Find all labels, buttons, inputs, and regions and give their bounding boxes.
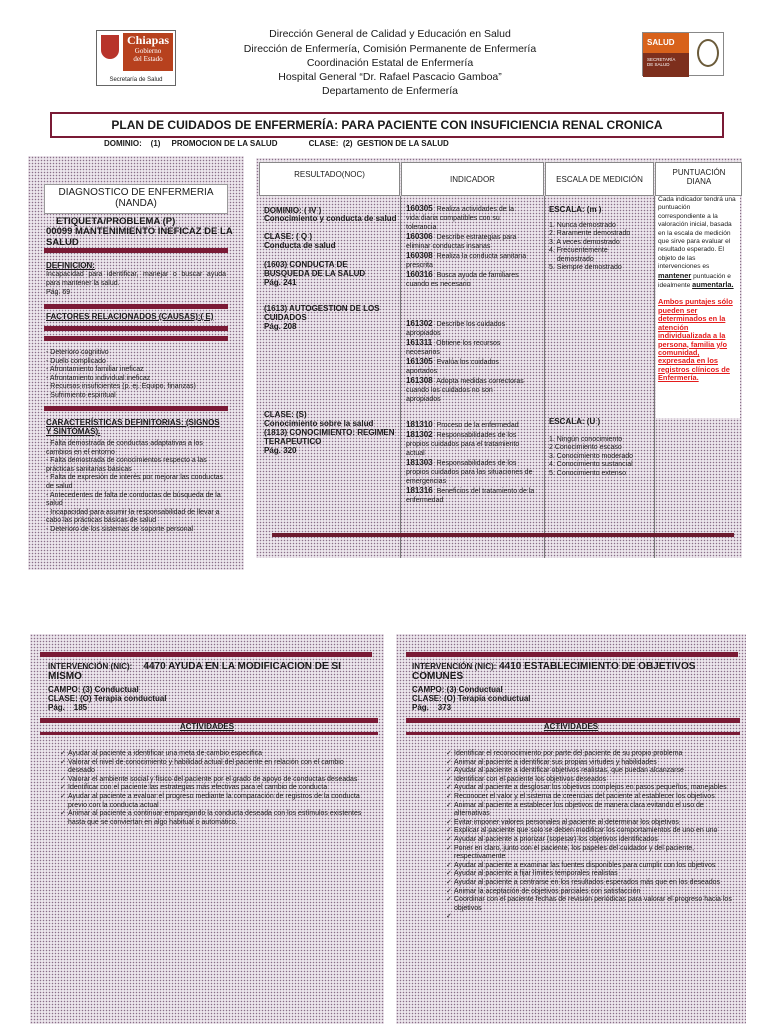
list-item: - Deterioro de los sistemas de soporte personal bbox=[46, 525, 194, 533]
indicator-item bbox=[406, 420, 536, 430]
factores-heading: FACTORES RELACIONADOS (CAUSAS):( E) bbox=[46, 312, 214, 321]
indicator-code: 161302 bbox=[406, 319, 433, 328]
check-icon: ✓ bbox=[446, 870, 452, 878]
divider bbox=[44, 304, 228, 309]
header-line-5: Departamento de Enfermería bbox=[322, 85, 458, 97]
dominio-clase-line: DOMINIO: (1) PROMOCION DE LA SALUD CLASE: (2) GESTION DE LA SALUD bbox=[104, 139, 449, 148]
check-icon: ✓ bbox=[60, 758, 66, 766]
list-item bbox=[416, 776, 736, 785]
divider bbox=[44, 406, 228, 411]
activity-text: Animar al paciente a establecer los objetivos de manera clara evitando el uso de alternativas bbox=[454, 801, 704, 818]
indicator-text: Busca ayuda de familiares cuando es necesario bbox=[406, 272, 519, 288]
nic-2-activities bbox=[416, 750, 736, 921]
indicator-code: 160306 bbox=[406, 232, 433, 241]
list-item: 5. Siempre demostrado bbox=[549, 264, 622, 272]
puntuacion-note: Ambos puntajes sólo pueden ser determinados en la atención individualizada a la persona, familia y/o comunidad, expresada en los registros clínicos de Enfermería. bbox=[658, 297, 733, 383]
nic-1-page: Pág. 185 bbox=[48, 703, 88, 712]
logo-brand-line-2: del Estado bbox=[133, 55, 163, 63]
indicator-code: 181302 bbox=[406, 430, 433, 439]
header-line-4: Hospital General “Dr. Rafael Pascacio Gamboa” bbox=[278, 71, 502, 83]
list-item: - Incapacidad para asumir la responsabilidad de llevar a cabo las prácticas básicas de salud bbox=[46, 508, 220, 525]
noc-resultado-1: (1603) CONDUCTA DE BUSQUEDA DE LA SALUD bbox=[264, 260, 366, 278]
logo-subtitle: Secretaría de Salud bbox=[109, 77, 163, 83]
header-cell bbox=[259, 162, 400, 196]
indicator-item bbox=[406, 232, 528, 251]
noc2-clase-sub: Conocimiento sobre la salud bbox=[264, 419, 374, 428]
col-header-escala: ESCALA DE MEDICIÓN bbox=[556, 175, 643, 184]
list-item: 2 Conocimiento escaso bbox=[549, 444, 622, 452]
col-header-resultado: RESULTADO(NOC) bbox=[294, 170, 365, 179]
list-item: - Falta demostrada de conocimientos respecto a las prácticas sanitarias básicas bbox=[46, 457, 207, 473]
nanda-code: 00099 MANTENIMIENTO INEFICAZ DE LA SALUD bbox=[46, 226, 233, 248]
list-item: - Falta demostrada de conductas adaptativas a los cambios en el entorno bbox=[46, 440, 203, 456]
definition-text: Incapacidad para identificar, manejar o buscar ayuda para mantener la salud. bbox=[46, 271, 226, 287]
activity-text: Animar la aceptación de objetivos parciales con satisfacción bbox=[454, 887, 641, 895]
indicator-code: 161311 bbox=[406, 338, 433, 347]
check-icon: ✓ bbox=[446, 775, 452, 783]
list-item bbox=[416, 862, 736, 871]
noc2-clase: CLASE: (S) bbox=[264, 410, 307, 419]
list-item: - Sufrimiento espiritual bbox=[46, 391, 116, 399]
nic-1-clase: CLASE: (O) Terapia conductual bbox=[48, 694, 167, 703]
list-item: 1. Nunca demostrado bbox=[549, 222, 616, 229]
noc-clase-sub: Conducta de salud bbox=[264, 241, 336, 250]
logo-brand-line-1: Gobierno bbox=[134, 47, 162, 55]
check-icon: ✓ bbox=[60, 750, 66, 757]
indicator-text: Describe los cuidados apropiados bbox=[406, 321, 506, 337]
activity-text: Explicar al paciente que solo se deben modificar los comportamientos de uno en uno bbox=[454, 827, 718, 835]
check-icon: ✓ bbox=[60, 792, 66, 800]
indicator-item bbox=[406, 204, 528, 232]
activity-text: Animar al paciente a continuar emparejando la conducta deseada con los estímulos existentes hasta que se conviertan en algo habitual o automático. bbox=[68, 810, 362, 826]
list-item: 5. Conocimiento extenso bbox=[549, 469, 627, 477]
indicator-text: Obtiene los recursos necesarios bbox=[406, 340, 501, 356]
indicator-group-1 bbox=[406, 204, 528, 289]
indicator-group-3 bbox=[406, 420, 536, 505]
list-item bbox=[416, 759, 736, 768]
divider bbox=[40, 732, 378, 735]
salud-logo-sub-1: SECRETARÍA bbox=[647, 57, 676, 62]
check-icon: ✓ bbox=[446, 913, 452, 921]
page-title: PLAN DE CUIDADOS DE ENFERMERÍA: PARA PACIENTE CON INSUFICIENCIA RENAL CRONICA bbox=[50, 112, 724, 138]
nic-2-clase: CLASE: (O) Terapia conductual bbox=[412, 694, 531, 703]
indicator-text: Describe estrategias para eliminar conductas insanas bbox=[406, 234, 517, 250]
list-item bbox=[30, 793, 370, 810]
check-icon: ✓ bbox=[446, 792, 452, 800]
salud-logo-text: SALUD bbox=[643, 33, 689, 53]
list-item bbox=[416, 767, 736, 776]
list-item bbox=[416, 802, 736, 819]
noc-resultado-1-page: Pág. 241 bbox=[264, 278, 297, 287]
col-header-puntuacion: PUNTUACIÓN DIANA bbox=[672, 168, 726, 186]
list-item bbox=[416, 896, 736, 913]
noc-resultado-2: (1613) AUTOGESTION DE LOS CUIDADOS bbox=[264, 304, 380, 322]
puntuacion-aumentarla: aumentarla. bbox=[692, 280, 734, 290]
etiqueta-label: ETIQUETA/PROBLEMA (P) bbox=[56, 216, 176, 227]
list-item bbox=[416, 750, 736, 759]
list-item: - Duelo complicado bbox=[46, 357, 106, 365]
indicator-text: Realiza actividades de la vida diaria compatibles con su tolerancia bbox=[406, 206, 515, 231]
puntuacion-body: Cada indicador tendrá una puntuación correspondiente a la valoración inicial, basada en la escala de medición que sirve para evaluar el resultado esperado. El objeto de las intervenciones es bbox=[658, 196, 736, 271]
activity-text: Coordinar con el paciente fechas de revisión periódicas para valorar el progreso hacia los objetivos bbox=[454, 896, 732, 912]
list-item bbox=[30, 776, 370, 785]
indicator-item bbox=[406, 338, 528, 357]
nic-2-campo: CAMPO: (3) Conductual bbox=[412, 685, 503, 694]
noc2-resultado: (1813) CONOCIMIENTO: REGIMEN TERAPEUTICO bbox=[264, 428, 395, 446]
list-item bbox=[30, 750, 370, 759]
salud-logo-sub-2: DE SALUD bbox=[647, 62, 670, 67]
nic-1-activities bbox=[30, 750, 370, 827]
check-icon: ✓ bbox=[446, 827, 452, 835]
noc-clase: CLASE: ( Q ) bbox=[264, 232, 312, 241]
divider bbox=[44, 326, 228, 331]
list-item bbox=[416, 870, 736, 879]
logo-brand-name: Chiapas bbox=[126, 33, 170, 47]
indicator-text: Beneficios del tratamiento de la enfermedad bbox=[406, 488, 535, 504]
eagle-emblem-icon bbox=[697, 39, 719, 67]
coat-of-arms-icon bbox=[101, 35, 119, 59]
list-item bbox=[416, 836, 736, 845]
activity-text: Identificar con el paciente los objetivos deseados bbox=[454, 775, 607, 783]
check-icon: ✓ bbox=[60, 784, 66, 792]
activity-text: Ayudar al paciente a centrarse en los resultados esperados más que en los deseados bbox=[454, 878, 721, 886]
activity-text: Identificar con el paciente las estrategias más efectivas para el cambio de conducta bbox=[68, 784, 328, 792]
list-item: demostrado bbox=[549, 255, 594, 263]
activity-text: Reconocer el valor y el sistema de creencias del paciente al establecer los objetivos bbox=[454, 792, 715, 800]
indicator-code: 161308 bbox=[406, 376, 433, 385]
check-icon: ✓ bbox=[446, 896, 452, 904]
diagnosis-title: DIAGNOSTICO DE ENFERMERIA (NANDA) bbox=[44, 184, 228, 214]
list-item bbox=[416, 827, 736, 836]
definition-heading: DEFINICION: bbox=[46, 261, 95, 270]
list-item: 3. A veces demostrado bbox=[549, 238, 620, 246]
divider bbox=[406, 732, 740, 735]
list-item bbox=[416, 888, 736, 897]
nic-title: 4470 AYUDA EN LA MODIFICACION DE SI MISMO bbox=[48, 661, 341, 682]
list-item bbox=[30, 810, 370, 827]
puntuacion-cell bbox=[656, 196, 740, 418]
list-item: - Deterioro cognitivo bbox=[46, 349, 109, 356]
activity-text: Evitar imponer valores personales al paciente al determinar los objetivos bbox=[454, 818, 679, 826]
nic-panel-1 bbox=[30, 634, 384, 1024]
puntuacion-mid: puntuación e idealmente bbox=[658, 272, 731, 290]
list-item: 2. Raramente demostrado bbox=[549, 230, 631, 238]
nic-label: INTERVENCIÓN (NIC): bbox=[412, 662, 497, 671]
indicator-item bbox=[406, 319, 528, 338]
list-item: 4. Conocimiento sustancial bbox=[549, 461, 633, 469]
check-icon: ✓ bbox=[446, 818, 452, 826]
escala-2-list bbox=[549, 436, 653, 478]
caracteristicas-heading: CARACTERÍSTICAS DEFINITORIAS: (SIGNOS Y SINTOMAS). bbox=[46, 418, 220, 436]
list-item: - Antecedentes de falta de conductas de búsqueda de la salud bbox=[46, 491, 221, 508]
caracteristicas-list bbox=[46, 440, 228, 535]
nic-title: 4410 ESTABLECIMIENTO DE OBJETIVOS COMUNES bbox=[412, 661, 696, 682]
activity-text: Ayudar al paciente a priorizar (sopesar) los objetivos identificados bbox=[454, 835, 658, 843]
activity-text: Ayudar al paciente a evaluar el progreso mediante la comparación de registros de la conducta previo con la conducta actual bbox=[68, 792, 360, 809]
check-icon: ✓ bbox=[60, 775, 66, 783]
noc-dominio-sub: Conocimiento y conducta de salud bbox=[264, 214, 397, 223]
indicator-code: 160316 bbox=[406, 270, 433, 279]
column-divider bbox=[654, 196, 655, 558]
indicator-code: 181303 bbox=[406, 458, 433, 467]
list-item bbox=[30, 784, 370, 793]
column-divider bbox=[400, 196, 401, 558]
indicator-code: 161305 bbox=[406, 357, 433, 366]
indicator-item bbox=[406, 486, 536, 505]
check-icon: ✓ bbox=[446, 784, 452, 792]
salud-logo-sub bbox=[643, 53, 689, 77]
divider bbox=[44, 336, 228, 341]
escala-2-heading: ESCALA: (U ) bbox=[549, 417, 601, 426]
indicator-text: Realiza la conducta sanitaria prescrita bbox=[406, 253, 527, 269]
indicator-text: Responsabilidades de los propios cuidados para el tratamiento actual bbox=[406, 432, 520, 457]
indicator-item bbox=[406, 430, 536, 458]
divider bbox=[406, 652, 738, 657]
check-icon: ✓ bbox=[446, 758, 452, 766]
list-item bbox=[416, 793, 736, 802]
list-item: 1. Ningún conocimiento bbox=[549, 436, 623, 443]
list-item: - Recursos insuficientes (p. ej. Equipo, finanzas) bbox=[46, 383, 196, 391]
divider bbox=[272, 533, 734, 537]
activity-text: Ayudar al paciente a identificar una meta de cambio especifica bbox=[68, 750, 263, 757]
list-item: 3. Conocimiento moderado bbox=[549, 452, 634, 460]
noc2-page: Pág. 320 bbox=[264, 446, 297, 455]
list-item bbox=[416, 845, 736, 862]
col-header-indicador: INDICADOR bbox=[450, 175, 495, 184]
activity-text: Ayudar al paciente a desglosar los objetivos complejos en pasos pequeños, manejables bbox=[454, 784, 727, 792]
column-divider bbox=[544, 196, 545, 558]
factores-list bbox=[46, 349, 236, 401]
list-item bbox=[416, 879, 736, 888]
check-icon: ✓ bbox=[446, 767, 452, 775]
divider bbox=[44, 248, 228, 253]
escala-1-heading: ESCALA: (m ) bbox=[549, 205, 602, 214]
nic-1-activities-heading: ACTIVIDADES bbox=[179, 722, 235, 731]
header-line-3: Coordinación Estatal de Enfermería bbox=[306, 57, 474, 69]
list-item: - Afrontamiento individual ineficaz bbox=[46, 374, 151, 382]
check-icon: ✓ bbox=[446, 878, 452, 886]
indicator-code: 181310 bbox=[406, 420, 433, 429]
list-item: - Falta de expresión de interés por mejorar las conductas de salud bbox=[46, 474, 224, 490]
puntuacion-text bbox=[656, 196, 740, 383]
activity-text: Poner en claro, junto con el paciente, los papeles del cuidador y del paciente, respectivamente bbox=[454, 844, 695, 861]
activity-text: Ayudar al paciente a fijar límites temporales realistas bbox=[454, 870, 618, 878]
nic-2-title bbox=[412, 662, 732, 682]
nic-panel-2 bbox=[396, 634, 746, 1024]
chiapas-logo bbox=[96, 30, 176, 86]
divider bbox=[40, 652, 372, 657]
activity-text: Identificar el reconocimiento por parte del paciente de su propio problema bbox=[454, 750, 683, 757]
check-icon: ✓ bbox=[446, 835, 452, 843]
noc-table bbox=[256, 158, 742, 558]
noc-dominio: DOMINIO: ( IV ) bbox=[264, 206, 322, 215]
indicator-text: Adopta medidas correctoras cuando los cuidados no son apropiados bbox=[406, 378, 524, 403]
activity-text: Animar al paciente a identificar sus propias virtudes y habilidades bbox=[454, 758, 657, 766]
check-icon: ✓ bbox=[446, 750, 452, 757]
check-icon: ✓ bbox=[446, 861, 452, 869]
indicator-item bbox=[406, 458, 536, 486]
indicator-item bbox=[406, 270, 528, 289]
check-icon: ✓ bbox=[446, 844, 452, 852]
check-icon: ✓ bbox=[446, 887, 452, 895]
activity-text: Ayudar al paciente a identificar objetivos realistas, que puedan alcanzarse bbox=[454, 767, 684, 775]
chiapas-brand bbox=[123, 33, 173, 71]
indicator-code: 181316 bbox=[406, 486, 433, 495]
nic-label: INTERVENCIÓN (NIC): bbox=[48, 662, 133, 671]
definition-page: Pág. 69 bbox=[46, 289, 71, 296]
indicator-group-2 bbox=[406, 319, 528, 404]
indicator-code: 160305 bbox=[406, 204, 433, 213]
nic-2-page: Pág. 373 bbox=[412, 703, 452, 712]
activity-text: Valorar el ambiente social y físico del paciente por el grado de apoyo de conductas deseadas bbox=[68, 775, 358, 783]
indicator-item bbox=[406, 251, 528, 270]
activity-text: Valorar el nivel de conocimiento y habilidad actual del paciente en relación con el cambio deseado bbox=[68, 758, 344, 775]
noc-resultado-2-page: Pág. 208 bbox=[264, 322, 297, 331]
nic-1-title bbox=[48, 662, 368, 682]
indicator-text: Responsabilidades de los propios cuidados para las situaciones de emergencias bbox=[406, 460, 533, 485]
check-icon: ✓ bbox=[446, 801, 452, 809]
list-item bbox=[416, 784, 736, 793]
nic-2-activities-heading: ACTIVIDADES bbox=[543, 722, 599, 731]
header-line-2: Dirección de Enfermería, Comisión Permanente de Enfermería bbox=[243, 43, 537, 55]
salud-logo bbox=[642, 32, 724, 76]
header-line-1: Dirección General de Calidad y Educación en Salud bbox=[269, 28, 511, 40]
check-icon: ✓ bbox=[60, 810, 66, 818]
indicator-item bbox=[406, 376, 528, 404]
list-item: - Afrontamiento familiar ineficaz bbox=[46, 366, 144, 374]
activity-text: Ayudar al paciente a examinar las fuentes disponibles para cumplir con los objetivos bbox=[454, 861, 716, 869]
indicator-text: Proceso de la enfermedad bbox=[436, 422, 519, 429]
puntuacion-mantener: mantener bbox=[658, 270, 692, 280]
indicator-code: 160308 bbox=[406, 251, 433, 260]
list-item: 4. Frecuentemente bbox=[549, 247, 608, 255]
nic-1-campo: CAMPO: (3) Conductual bbox=[48, 685, 139, 694]
list-item bbox=[416, 819, 736, 828]
escala-1-list bbox=[549, 222, 651, 272]
indicator-item bbox=[406, 357, 528, 376]
list-item bbox=[30, 759, 370, 776]
indicator-text: Evalúa los cuidados aportados bbox=[406, 359, 499, 375]
diagnosis-panel bbox=[28, 156, 244, 570]
